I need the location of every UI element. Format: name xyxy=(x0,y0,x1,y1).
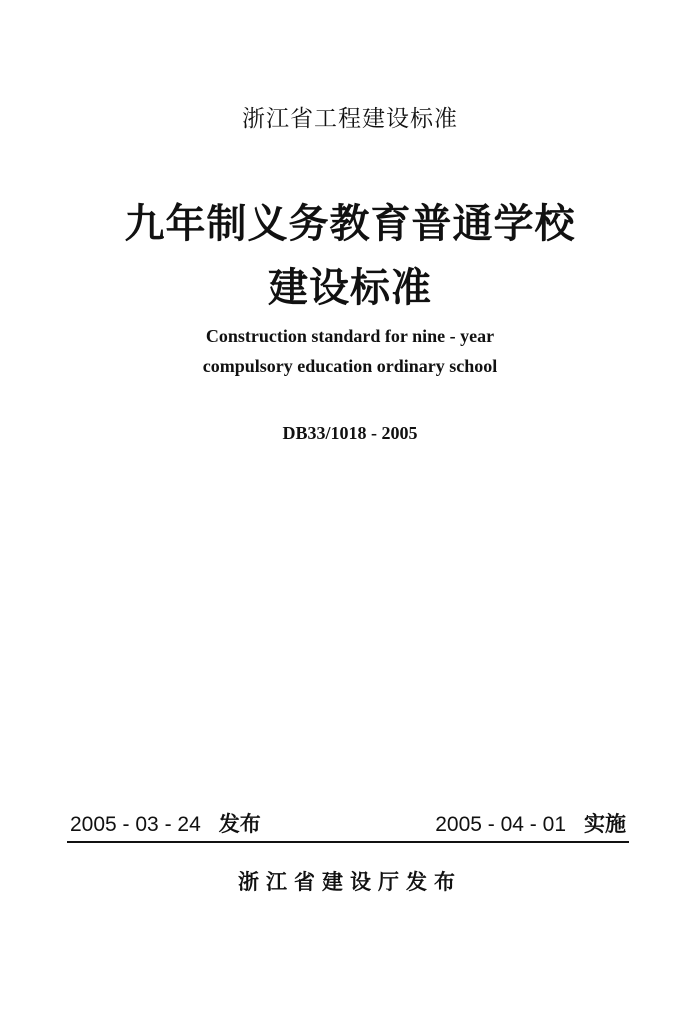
standard-code: DB33/1018 - 2005 xyxy=(282,423,418,443)
standard-category: 浙江省工程建设标准 xyxy=(242,106,458,132)
effective-date: 2005 - 04 - 01 xyxy=(435,813,566,836)
title-chinese-line-1: 九年制义务教育普通学校 xyxy=(124,200,576,247)
effective-date-block xyxy=(435,808,626,838)
title-english-line-1: Construction standard for nine - year xyxy=(205,326,495,346)
title-chinese-line-2: 建设标准 xyxy=(268,264,432,311)
issue-label: 发布 xyxy=(218,812,261,836)
title-english-line-2: compulsory education ordinary school xyxy=(202,356,498,376)
issue-date-block xyxy=(70,808,261,838)
effective-label: 实施 xyxy=(584,812,626,836)
divider-rule xyxy=(67,841,629,843)
publisher: 浙江省建设厅发布 xyxy=(238,870,462,894)
issue-date: 2005 - 03 - 24 xyxy=(70,813,201,836)
